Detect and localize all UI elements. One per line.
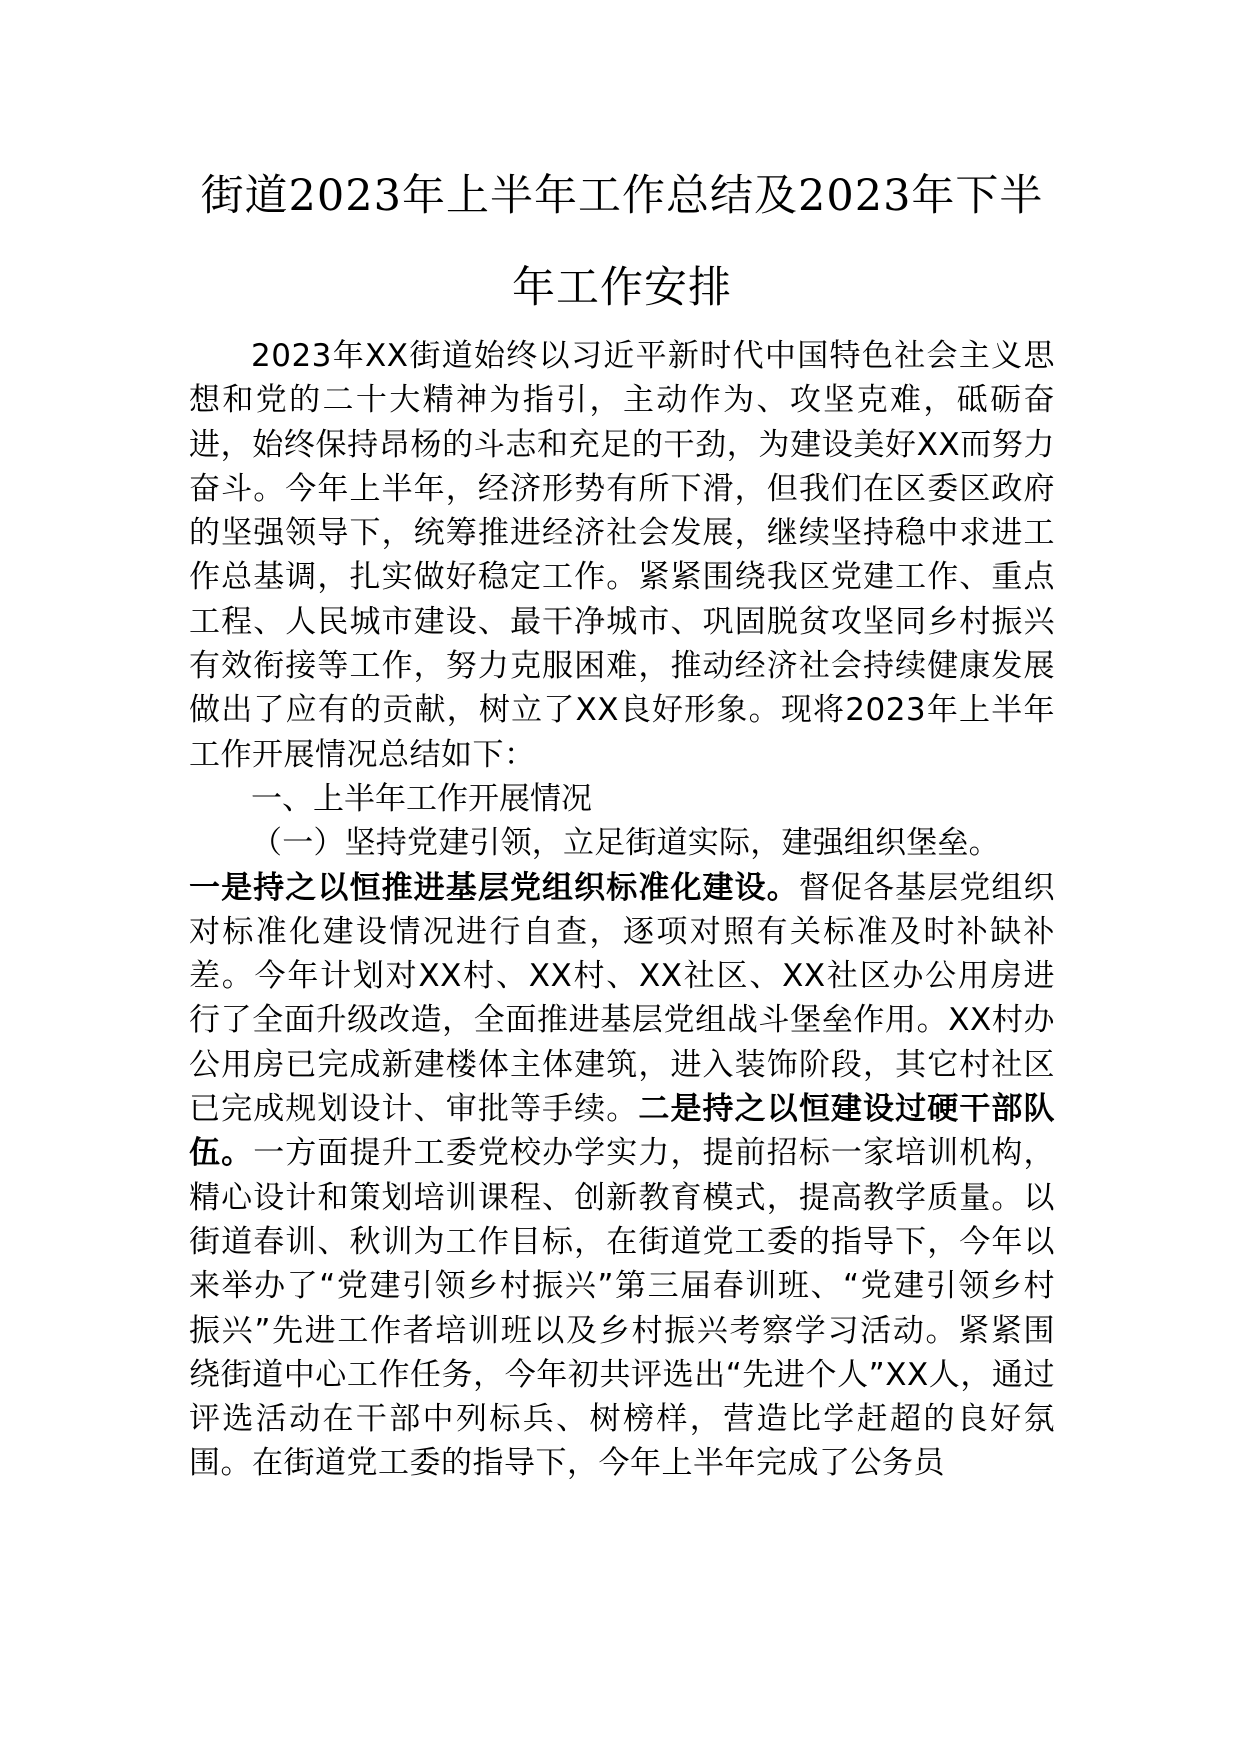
document-title: 街道2023年上半年工作总结及2023年下半年工作安排	[200, 171, 1044, 313]
intro-paragraph: 2023年XX街道始终以习近平新时代中国特色社会主义思想和党的二十大精神为指引，主动作为、攻坚克难，砥砺奋进，始终保持昂杨的斗志和充足的干劲，为建设美好XX而努力奋斗。今年上半年，经济形势有所下滑，但我们在区委区政府的坚强领导下，统筹推进经济社会发展，继续坚持稳中求进工作总基调，扎实做好稳定工作。紧紧围绕我区党建工作、重点工程、人民城市建设、最干净城市、巩固脱贫攻坚同乡村振兴有效衔接等工作，努力克服困难，推动经济社会持续健康发展做出了应有的贡献，树立了XX良好形象。现将2023年上半年工作开展情况总结如下：	[189, 338, 1055, 773]
section-heading-1: 一、上半年工作开展情况	[251, 780, 592, 817]
point-2-text: 一方面提升工委党校办学实力，提前招标一家培训机构，精心设计和策划培训课程、创新教育模式，提高教学质量。以街道春训、秋训为工作目标，在街道党工委的指导下，今年以来举办了“党建引领乡村振兴”第三届春训班、“党建引领乡村振兴”先进工作者培训班以及乡村振兴考察学习活动。紧紧围绕街道中心工作任务，今年初共评选出“先进个人”XX人，通过评选活动在干部中列标兵、树榜样，营造比学赶超的良好氛围。在街道党工委的指导下，今年上半年完成了公务员	[189, 1135, 1056, 1482]
subsection-heading-1: （一）坚持党建引领，立足街道实际，建强组织堡垒。	[251, 825, 1000, 862]
point-1-bold: 一是持之以恒推进基层党组织标准化建设。	[189, 869, 799, 906]
document-page	[189, 150, 1055, 1486]
point-2-bold: 二是持之以恒建设过硬干部队伍。	[189, 1091, 1056, 1172]
point-1-text: 督促各基层党组织对标准化建设情况进行自查，逐项对照有关标准及时补缺补差。今年计划对XX村、XX村、XX社区、XX社区办公用房进行了全面升级改造，全面推进基层党组战斗堡垒作用。XX村办公用房已完成新建楼体主体建筑，进入装饰阶段，其它村社区已完成规划设计、审批等手续。	[189, 869, 1056, 1128]
work-points-paragraph	[189, 866, 1055, 1486]
